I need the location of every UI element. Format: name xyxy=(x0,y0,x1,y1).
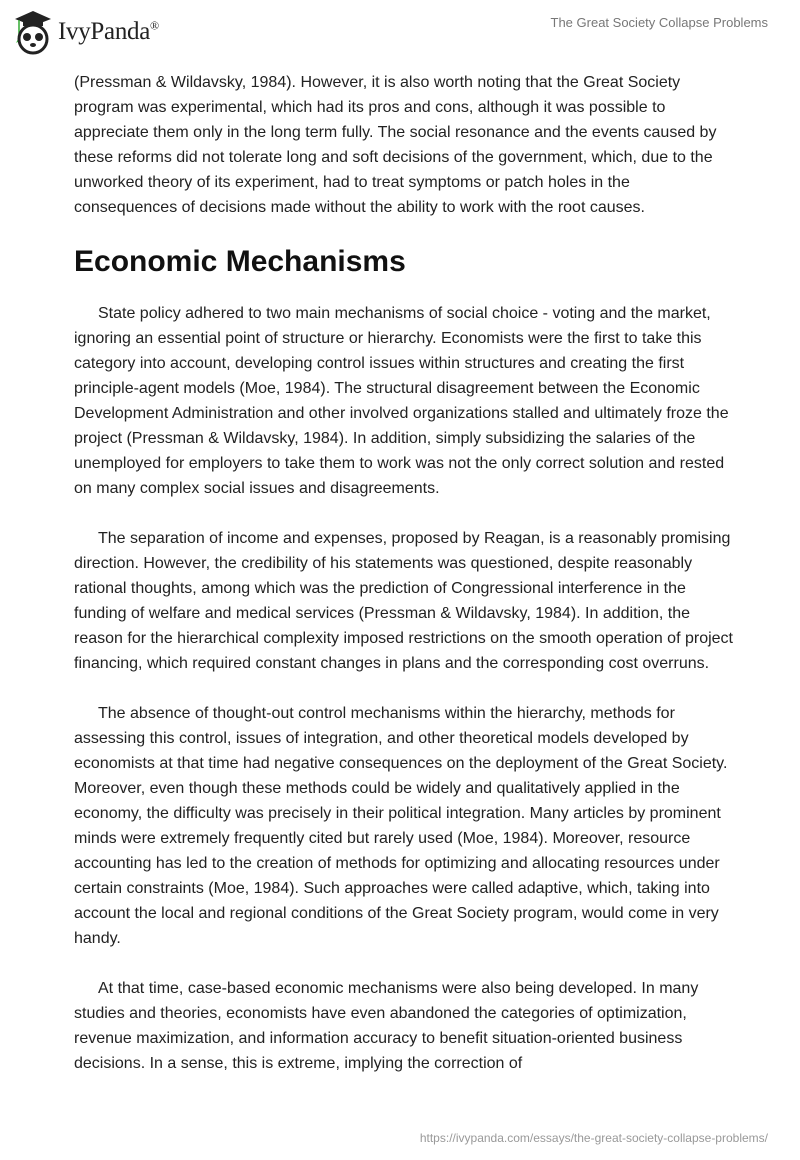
intro-paragraph: (Pressman & Wildavsky, 1984). However, it is also worth noting that the Great Society program was experimental, which had its pros and cons, although it was possible to appreciate them only in the long term fully. The social resonance and the events caused by these reforms did not tolerate long and soft decisions of the government, which, due to the unworked theory of its experiment, had to treat symptoms or patch holes in the consequences of decisions made without the ability to work with the root causes. xyxy=(74,74,717,216)
source-url[interactable]: https://ivypanda.com/essays/the-great-society-collapse-problems/ xyxy=(419,1131,768,1145)
article-body xyxy=(74,70,734,1101)
panda-logo-icon xyxy=(14,9,52,55)
section-heading: Economic Mechanisms xyxy=(74,245,406,278)
logo[interactable] xyxy=(14,9,159,55)
logo-text: IvyPanda® xyxy=(58,18,159,45)
paragraph: The absence of thought-out control mechanisms within the hierarchy, methods for assessing this control, issues of integration, and other theoretical models developed by economists at that time had negative consequences on the deployment of the Great Society. Moreover, even though these methods could be widely and qualitatively applied in the economy, the difficulty was precisely in their political integration. Many articles by prominent minds were extremely frequently cited but rarely used (Moe, 1984). Moreover, resource accounting has led to the creation of methods for optimizing and allocating resources under certain constraints (Moe, 1984). Such approaches were called adaptive, which, taking into account the local and regional conditions of the Great Society program, would come in very handy. xyxy=(74,705,728,947)
paragraph: At that time, case-based economic mechanisms were also being developed. In many studies and theories, economists have even abandoned the categories of optimization, revenue maximization, and information accuracy to benefit situation-oriented business decisions. In a sense, this is extreme, implying the correction of xyxy=(74,980,699,1072)
paragraph: The separation of income and expenses, proposed by Reagan, is a reasonably promising direction. However, the credibility of his statements was questioned, despite reasonably rational thoughts, among which was the prediction of Congressional interference in the funding of welfare and medical services (Pressman & Wildavsky, 1984). In addition, the reason for the hierarchical complexity imposed restrictions on the smooth operation of project financing, which required constant changes in plans and the corresponding cost overruns. xyxy=(74,530,733,672)
document-title: The Great Society Collapse Problems xyxy=(550,15,768,30)
paragraph: State policy adhered to two main mechanisms of social choice - voting and the market, ignoring an essential point of structure or hierarchy. Economists were the first to take this category into account, developing control issues within structures and creating the first principle-agent models (Moe, 1984). The structural disagreement between the Economic Development Administration and other involved organizations stalled and ultimately froze the project (Pressman & Wildavsky, 1984). In addition, simply subsidizing the salaries of the unemployed for employers to take them to work was not the only correct solution and rested on many complex social issues and disagreements. xyxy=(74,305,729,497)
